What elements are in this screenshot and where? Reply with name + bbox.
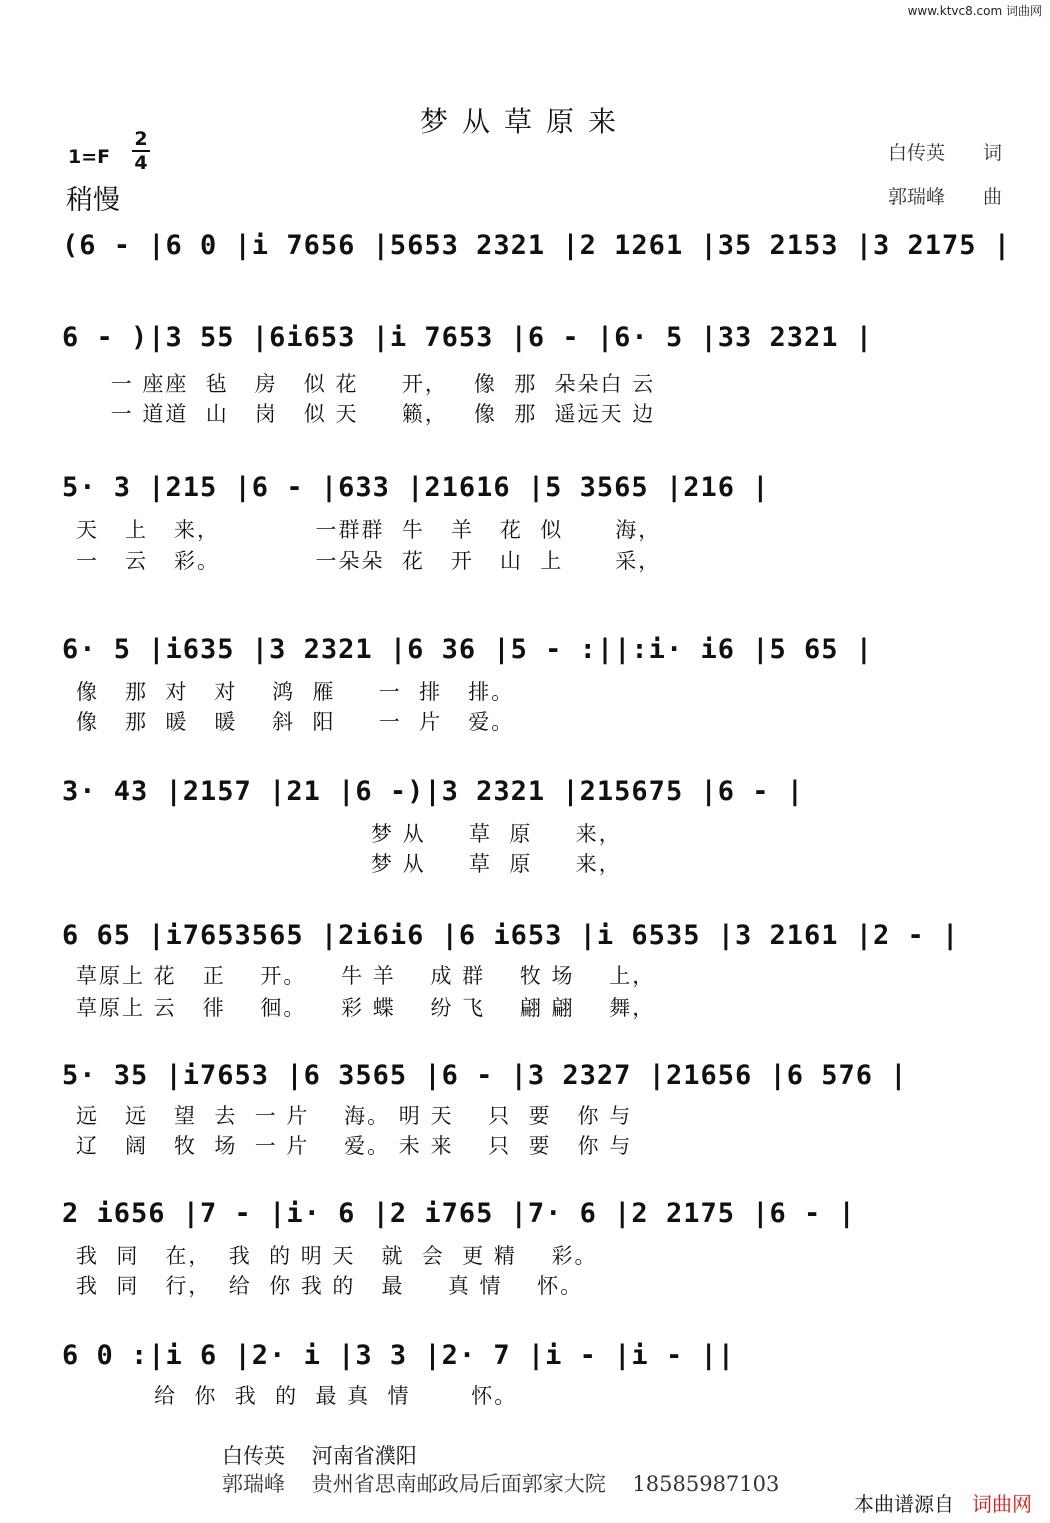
tempo-marking: 稍慢 — [66, 185, 120, 216]
source-label: 本曲谱源自 — [854, 1492, 954, 1516]
notation-line-2: 6 - )|3 55 |6i653 |i 7653 |6 - |6· 5 |33 2321 | — [62, 322, 874, 353]
lyrics-line-4-verse-1: 像 那 对 对 鸿 雁 一 排 排。 — [76, 680, 515, 704]
notation-line-5: 3· 43 |2157 |21 |6 -)|3 2321 |215675 |6 - | — [62, 776, 804, 807]
time-signature — [130, 128, 152, 174]
composer-name: 郭瑞峰 — [887, 186, 945, 208]
lyrics-line-8-verse-2: 我 同 行， 给 你 我 的 最 真 情 怀。 — [76, 1274, 584, 1298]
lyricist-role: 词 — [982, 142, 1002, 164]
lyrics-line-9-verse-1: 给 你 我 的 最 真 情 怀。 — [76, 1384, 518, 1408]
lyrics-line-3-verse-2: 一 云 彩。 一朵朵 花 开 山 上 采， — [76, 549, 662, 573]
footer-contact-composer: 郭瑞峰 贵州省思南邮政局后面郭家大院 18585987103 — [222, 1472, 780, 1496]
notation-line-1: (6 - |6 0 |i 7656 |5653 2321 |2 1261 |35 2153 |3 2175 | — [62, 230, 1012, 261]
lyrics-line-7-verse-2: 辽 阔 牧 场 一 片 爱。 未 来 只 要 你 与 — [76, 1134, 633, 1158]
source-site-name: 词曲网 — [972, 1492, 1032, 1516]
time-denominator: 4 — [134, 152, 148, 174]
lyrics-line-6-verse-1: 草原上 花 正 开。 牛 羊 成 群 牧 场 上， — [76, 964, 656, 988]
lyrics-line-8-verse-1: 我 同 在， 我 的 明 天 就 会 更 精 彩。 — [76, 1244, 598, 1268]
source-watermark — [854, 1488, 1032, 1517]
composer-credit — [888, 182, 1002, 209]
lyricist-credit — [888, 138, 1002, 165]
lyrics-line-3-verse-1: 天 上 来， 一群群 牛 羊 花 似 海， — [76, 518, 662, 542]
notation-line-8: 2 i656 |7 - |i· 6 |2 i765 |7· 6 |2 2175 |6 - | — [62, 1198, 856, 1229]
key-signature: 1=F — [68, 146, 111, 168]
composer-role: 曲 — [982, 186, 1002, 208]
lyrics-line-2-verse-1: 一 座座 毡 房 似 花 开， 像 那 朵朵白 云 — [76, 372, 656, 396]
lyrics-line-6-verse-2: 草原上 云 徘 徊。 彩 蝶 纷 飞 翩 翩 舞， — [76, 996, 656, 1020]
site-url-watermark: www.ktvc8.com 词曲网 — [907, 4, 1042, 18]
time-numerator: 2 — [134, 128, 148, 150]
lyrics-line-4-verse-2: 像 那 暖 暖 斜 阳 一 片 爱。 — [76, 710, 515, 734]
notation-line-9: 6 0 :|i 6 |2· i |3 3 |2· 7 |i - |i - || — [62, 1340, 735, 1371]
footer-contact-lyricist: 白传英 河南省濮阳 — [222, 1444, 417, 1468]
lyrics-line-5-verse-1: 梦 从 草 原 来， — [76, 822, 622, 846]
notation-line-7: 5· 35 |i7653 |6 3565 |6 - |3 2327 |21656 |6 576 | — [62, 1060, 908, 1091]
notation-line-3: 5· 3 |215 |6 - |633 |21616 |5 3565 |216 | — [62, 472, 770, 503]
notation-line-4: 6· 5 |i635 |3 2321 |6 36 |5 - :||:i· i6 |5 65 | — [62, 634, 874, 665]
lyrics-line-5-verse-2: 梦 从 草 原 来， — [76, 852, 622, 876]
song-title: 梦从草原来 — [419, 105, 630, 138]
lyrics-line-2-verse-2: 一 道道 山 岗 似 天 籁， 像 那 遥远天 边 — [76, 402, 656, 426]
notation-line-6: 6 65 |i7653565 |2i6i6 |6 i653 |i 6535 |3 2161 |2 - | — [62, 920, 960, 951]
lyricist-name: 白传英 — [887, 142, 945, 164]
lyrics-line-7-verse-1: 远 远 望 去 一 片 海。 明 天 只 要 你 与 — [76, 1104, 633, 1128]
